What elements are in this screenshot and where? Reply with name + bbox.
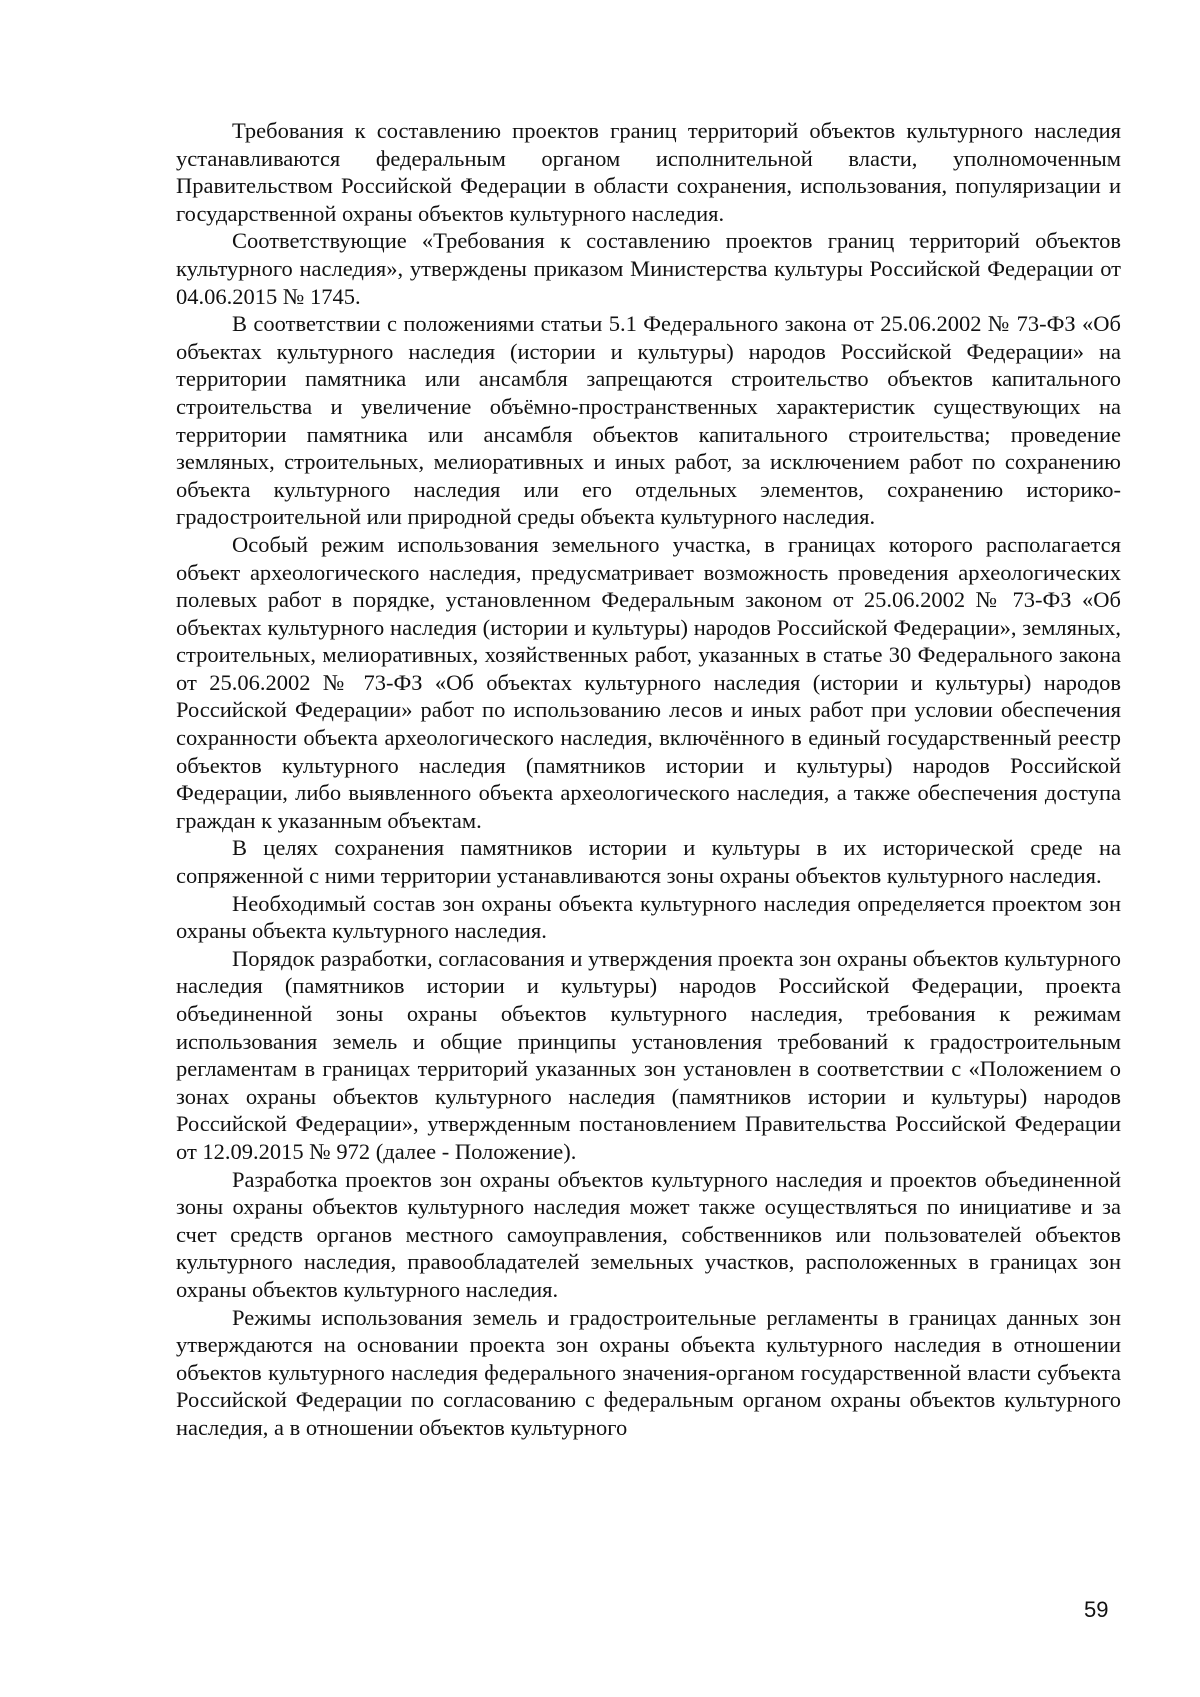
paragraph-3: В соответствии с положениями статьи 5.1 Федерального закона от 25.06.2002 № 73-ФЗ «Об объектах культурного наследия (истории и культуры) народов Российской Федерации» на территории памятника или ансамбля запрещаются строительство объектов капитального строительства и увеличение объёмно-пространственных характеристик существующих на территории памятника или ансамбля объектов капитального строительства; проведение земляных, строительных, мелиоративных и иных работ, за исключением работ по сохранению объекта культурного наследия или его отдельных элементов, сохранению историко-градостроительной или природной среды объекта культурного наследия. [176,311,1121,530]
paragraph-8: Разработка проектов зон охраны объектов культурного наследия и проектов объединенной зоны охраны объектов культурного наследия может также осуществляться по инициативе и за счет средств органов местного самоуправления, собственников или пользователей объектов культурного наследия, правообладателей земельных участков, расположенных в границах зон охраны объектов культурного наследия. [176,1166,1121,1302]
paragraph-1: Требования к составлению проектов границ территорий объектов культурного наследия устанавливаются федеральным органом исполнительной власти, уполномоченным Правительством Российской Федерации в области сохранения, использования, популяризации и государственной охраны объектов культурного наследия. [176,118,1121,226]
paragraph-5: В целях сохранения памятников истории и культуры в их исторической среде на сопряженной с ними территории устанавливаются зоны охраны объектов культурного наследия. [176,835,1121,889]
paragraph-9: Режимы использования земель и градостроительные регламенты в границах данных зон утверждаются на основании проекта зон охраны объекта культурного наследия в отношении объектов культурного наследия федерального значения-органом государственной власти субъекта Российской Федерации по согласованию с федеральным органом охраны объектов культурного наследия, а в отношении объектов культурного [176,1304,1121,1440]
page-number: 59 [1084,1597,1109,1622]
paragraph-7: Порядок разработки, согласования и утверждения проекта зон охраны объектов культурного наследия (памятников истории и культуры) народов Российской Федерации, проекта объединенной зоны охраны объектов культурного наследия, требования к режимам использования земель и общие принципы установления требований к градостроительным регламентам в границах территорий указанных зон установлен в соответствии с «Положением о зонах охраны объектов культурного наследия (памятников истории и культуры) народов Российской Федерации», утвержденным постановлением Правительства Российской Федерации от 12.09.2015 № 972 (далее - Положение). [176,945,1121,1164]
paragraph-4: Особый режим использования земельного участка, в границах которого располагается объект археологического наследия, предусматривает возможность проведения археологических полевых работ в порядке, установленном Федеральным законом от 25.06.2002 № 73-ФЗ «Об объектах культурного наследия (истории и культуры) народов Российской Федерации», земляных, строительных, мелиоративных, хозяйственных работ, указанных в статье 30 Федерального закона от 25.06.2002 № 73-ФЗ «Об объектах культурного наследия (истории и культуры) народов Российской Федерации» работ по использованию лесов и иных работ при условии обеспечения сохранности объекта археологического наследия, включённого в единый государственный реестр объектов культурного наследия (памятников истории и культуры) народов Российской Федерации, либо выявленного объекта археологического наследия, а также обеспечения доступа граждан к указанным объектам. [176,531,1121,833]
paragraph-2: Соответствующие «Требования к составлению проектов границ территорий объектов культурного наследия», утверждены приказом Министерства культуры Российской Федерации от 04.06.2015 № 1745. [176,228,1121,309]
paragraph-6: Необходимый состав зон охраны объекта культурного наследия определяется проектом зон охраны объекта культурного наследия. [176,890,1121,944]
document-body [176,117,1121,1442]
